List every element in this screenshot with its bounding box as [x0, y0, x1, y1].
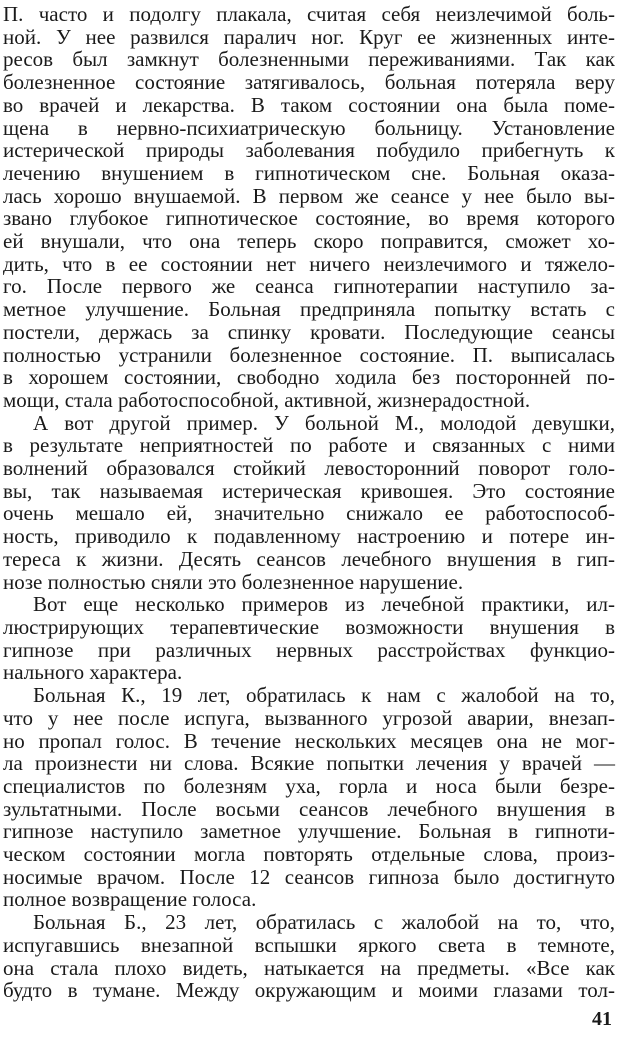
text-line: испугавшись внезапной вспышки яркого света в темноте, [3, 932, 615, 957]
text-line: истерической природы заболевания побудило прибегнуть к [3, 138, 615, 163]
text-line: ность, приводило к подавленному настроению и потере ин- [3, 524, 615, 549]
text-line: полностью устранили болезненное состояние. П. выписалась [3, 342, 615, 367]
text-line: Больная К., 19 лет, обратилась к нам с жалобой на то, [33, 683, 615, 708]
text-line: дить, что в ее состоянии нет ничего неизлечимого и тяжело- [3, 251, 615, 276]
text-line: нального характера. [3, 660, 183, 685]
text-line: в хорошем состоянии, свободно ходила без посторонней по- [3, 365, 615, 390]
text-line: П. часто и подолгу плакала, считая себя неизлечимой боль- [3, 2, 615, 26]
text-line: гипнозе при различных нервных расстройствах функцио- [3, 637, 615, 662]
text-line: звано глубокое гипнотическое состояние, во время которого [3, 206, 615, 231]
text-line: будто в тумане. Между окружающим и моими глазами тол- [3, 978, 615, 1003]
text-line: постели, держась за спинку кровати. Последующие сеансы [3, 319, 615, 344]
paragraph [3, 593, 615, 684]
text-line: Вот еще несколько примеров из лечебной практики, ил- [33, 592, 615, 617]
text-line: лечению внушением в гипнотическом сне. Больная оказа- [3, 160, 615, 185]
text-line: ресов был замкнут болезненными переживаниями. Так как [3, 47, 615, 72]
text-line: го. После первого же сеанса гипнотерапии наступило за- [3, 274, 615, 299]
text-line: очень мешало ей, значительно снижало ее работоспособ- [3, 501, 615, 526]
text-line: тереса к жизни. Десять сеансов лечебного внушения в гип- [3, 546, 615, 571]
paragraph [3, 684, 615, 911]
text-line: она стала плохо видеть, натыкается на предметы. «Все как [3, 955, 615, 980]
book-page-text [3, 3, 615, 1002]
text-line: метное улучшение. Больная предприняла попытку встать с [3, 297, 615, 322]
text-line: А вот другой пример. У больной М., молодой девушки, [33, 410, 615, 435]
text-line: ной. У нее развился паралич ног. Круг ее жизненных инте- [3, 24, 615, 49]
text-line: лась хорошо внушаемой. В первом же сеансе у нее было вы- [3, 183, 615, 208]
page-number: 41 [592, 1008, 612, 1030]
text-line: ла произнести ни слова. Всякие попытки лечения у врачей — [3, 751, 615, 776]
text-line: нозе полностью сняли это болезненное нарушение. [3, 569, 464, 594]
text-line: волнений образовался стойкий левосторонний поворот голо- [3, 456, 615, 481]
text-line: мощи, стала работоспособной, активной, жизнерадостной. [3, 387, 531, 412]
text-line: во врачей и лекарства. В таком состоянии она была поме- [3, 92, 615, 117]
paragraph [3, 412, 615, 594]
text-line: специалистов по болезням уха, горла и носа были безре- [3, 773, 615, 798]
paragraph [3, 911, 615, 1002]
text-line: но пропал голос. В течение нескольких месяцев она не мог- [3, 728, 615, 753]
text-line: щена в нервно-психиатрическую больницу. Установление [3, 115, 615, 140]
text-line: ей внушали, что она теперь скоро поправится, сможет хо- [3, 229, 615, 254]
text-line: ческом состоянии могла повторять отдельные слова, произ- [3, 842, 615, 867]
text-line: вы, так называемая истерическая кривошея. Это состояние [3, 478, 615, 503]
paragraph [3, 3, 615, 412]
text-line: болезненное состояние затягивалось, больная потеряла веру [3, 70, 615, 95]
text-line: носимые врачом. После 12 сеансов гипноза было достигнуто [3, 864, 615, 889]
text-line: гипнозе наступило заметное улучшение. Больная в гипноти- [3, 819, 615, 844]
text-line: зультатными. После восьми сеансов лечебного внушения в [3, 796, 615, 821]
text-line: люстрирующих терапевтические возможности внушения в [3, 614, 615, 639]
text-line: полное возвращение голоса. [3, 887, 257, 912]
text-line: Больная Б., 23 лет, обратилась с жалобой на то, что, [33, 910, 615, 935]
text-line: что у нее после испуга, вызванного угрозой аварии, внезап- [3, 705, 615, 730]
text-line: в результате неприятностей по работе и связанных с ними [3, 433, 615, 458]
